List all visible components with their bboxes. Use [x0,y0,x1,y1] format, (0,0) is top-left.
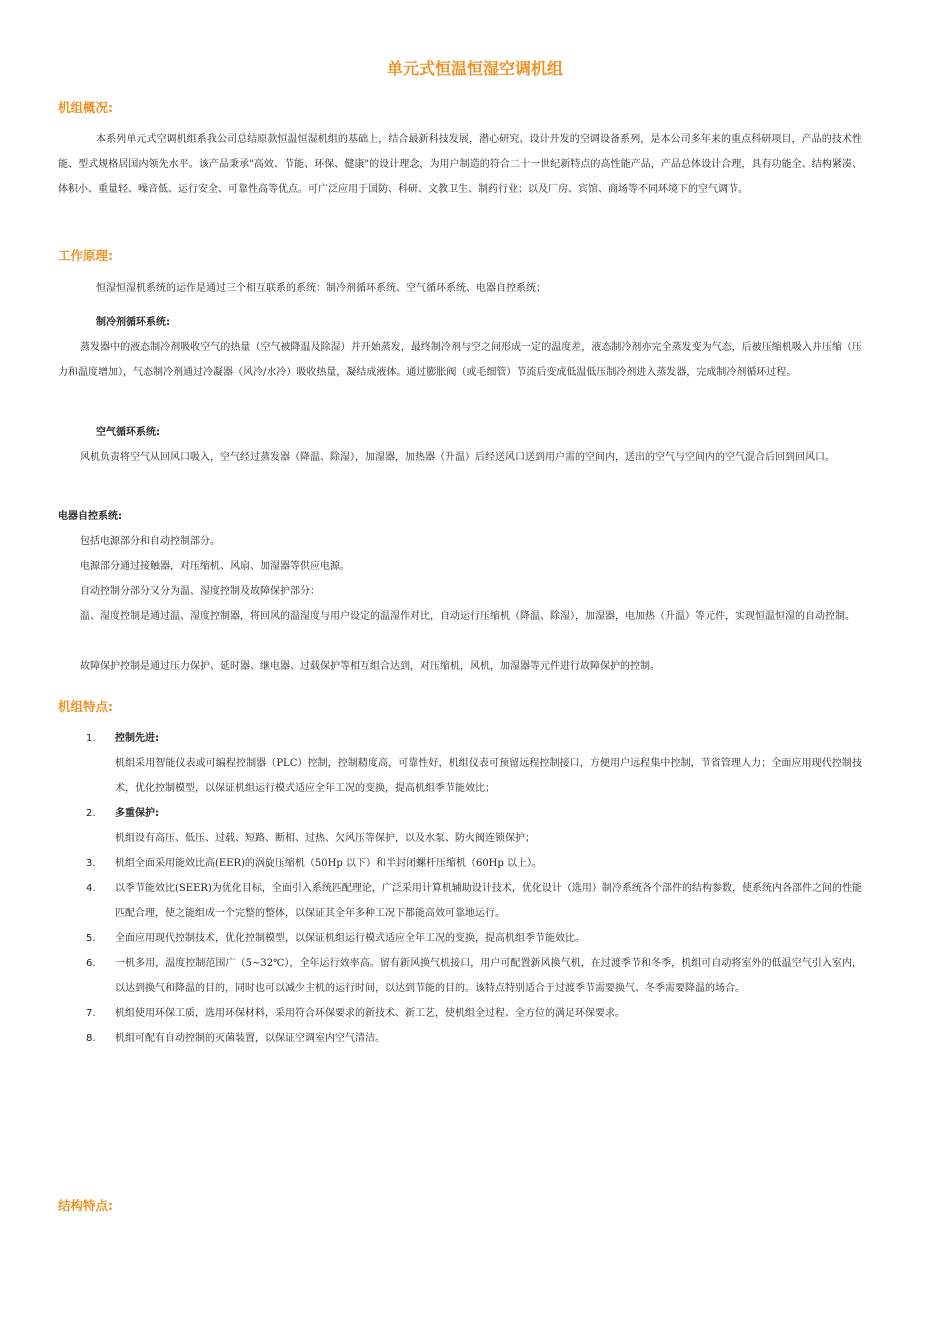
electric-paragraph: 温、湿度控制是通过温、湿度控制器，将回风的温湿度与用户设定的温湿作对比，自动运行压缩机（降温、除湿），加湿器，电加热（升温）等元件，实现恒温恒湿的自动控制。 [80,611,855,622]
refrigerant-title: 制冷剂循环系统: [96,317,170,328]
refrigerant-paragraph: 蒸发器中的液态制冷剂吸收空气的热量（空气被降温及除湿）并开始蒸发，最终制冷剂与空之间形成一定的温度差，液态制冷剂亦完全蒸发变为气态，后被压缩机吸入并压缩（压力和温度增加），气态制冷剂通过冷凝器（风冷/水冷）吸收热量，凝结成液体。通过膨胀阀（或毛细管）节流后变成低温低压制冷剂进入蒸发器，完成制冷剂循环过程。 [58,342,862,378]
list-number: 1. [86,733,96,744]
list-item-text: 机组使用环保工质，选用环保材料，采用符合环保要求的新技术、新工艺，使机组全过程、全方位的满足环保要求。 [115,1008,625,1019]
list-item [58,951,862,1001]
list-item [58,876,862,926]
list-item-text: 机组设有高压、低压、过载、短路、断相、过热、欠风压等保护，以及水泵、防火阀连锁保护； [115,833,535,844]
heading-principle: 工作原理: [58,248,113,263]
features-list [58,726,862,1051]
electric-line-2: 电源部分通过接触器，对压缩机、风扇、加湿器等供应电源。 [80,561,350,572]
list-item [58,1001,862,1026]
list-number: 5. [86,933,96,944]
list-item-title: 控制先进: [115,733,159,744]
principle-intro: 恒湿恒湿机系统的运作是通过三个相互联系的系统：制冷剂循环系统、空气循环系统、电器自控系统； [96,283,546,294]
list-item [58,1026,862,1051]
list-number: 2. [86,808,96,819]
electric-line-3: 自动控制分部分又分为温、湿度控制及故障保护部分： [80,586,320,597]
heading-overview: 机组概况: [58,100,113,115]
list-number: 8. [86,1033,96,1044]
list-number: 6. [86,958,96,969]
list-item-text: 机组可配有自动控制的灭菌装置，以保证空调室内空气清洁。 [115,1033,385,1044]
list-number: 3. [86,858,96,869]
list-item-text: 机组全面采用能效比高(EER)的涡旋压缩机（50Hp 以下）和半封闭螺杆压缩机（60Hp 以上）。 [115,858,542,869]
list-item-text: 一机多用，温度控制范围广（5~32℃），全年运行效率高。留有新风换气机接口，用户可配置新风换气机，在过渡季节和冬季，机组可自动将室外的低温空气引入室内，以达到换气和降温的目的，同时也可以减少主机的运行时间，以达到节能的目的。该特点特别适合于过渡季节需要换气、冬季需要降温的场合。 [115,958,862,994]
overview-paragraph: 本系列单元式空调机组系我公司总结原款恒温恒湿机组的基础上，结合最新科技发展，潜心研究、设计开发的空调设备系列，是本公司多年来的重点科研项目，产品的技术性能、型式规格居国内领先水平。该产品秉承"高效、节能、环保、健康"的设计理念，为用户制造的符合二十一世纪新特点的高性能产品，产品总体设计合理，具有功能全、结构紧凑、体积小、重量轻、噪音低、运行安全、可靠性高等优点。可广泛应用于国防、科研、文教卫生、制药行业；以及厂房、宾馆、商场等不同环境下的空气调节。 [58,134,862,195]
list-number: 4. [86,883,96,894]
air-paragraph: 风机负责将空气从回风口吸入，空气经过蒸发器（降温、除湿），加湿器，加热器（升温）后经送风口送到用户需的空间内，送出的空气与空间内的空气混合后回到回风口。 [80,452,835,463]
electric-line-5: 故障保护控制是通过压力保护、延时器、继电器、过载保护等相互组合达到，对压缩机，风机，加湿器等元件进行故障保护的控制。 [80,661,660,672]
electric-line-1: 包括电源部分和自动控制部分。 [80,536,220,547]
list-item [58,726,862,801]
electric-title: 电器自控系统: [58,511,122,522]
list-item-text: 机组采用智能仪表或可编程控制器（PLC）控制，控制精度高，可靠性好，机组仪表可预留远程控制接口，方便用户远程集中控制，节省管理人力；全面应用现代控制技术，优化控制模型，以保证机组运行模式适应全年工况的变换，提高机组季节能效比； [115,758,862,794]
list-item-title: 多重保护: [115,808,159,819]
list-item [58,926,862,951]
document-title: 单元式恒温恒湿空调机组 [386,59,563,78]
list-item-text: 全面应用现代控制技术，优化控制模型，以保证机组运行模式适应全年工况的变换，提高机组季节能效比。 [115,933,585,944]
list-item-text: 以季节能效比(SEER)为优化目标，全面引入系统匹配理论，广泛采用计算机辅助设计技术，优化设计（选用）制冷系统各个部件的结构参数，使系统内各部件之间的性能匹配合理，使之能组成一个完整的整体，以保证其全年多种工况下都能高效可靠地运行。 [115,883,862,919]
list-number: 7. [86,1008,96,1019]
air-title: 空气循环系统: [96,427,160,438]
list-item [58,801,862,851]
list-item [58,851,862,876]
heading-features: 机组特点: [58,699,113,714]
heading-structure: 结构特点: [58,1198,113,1213]
